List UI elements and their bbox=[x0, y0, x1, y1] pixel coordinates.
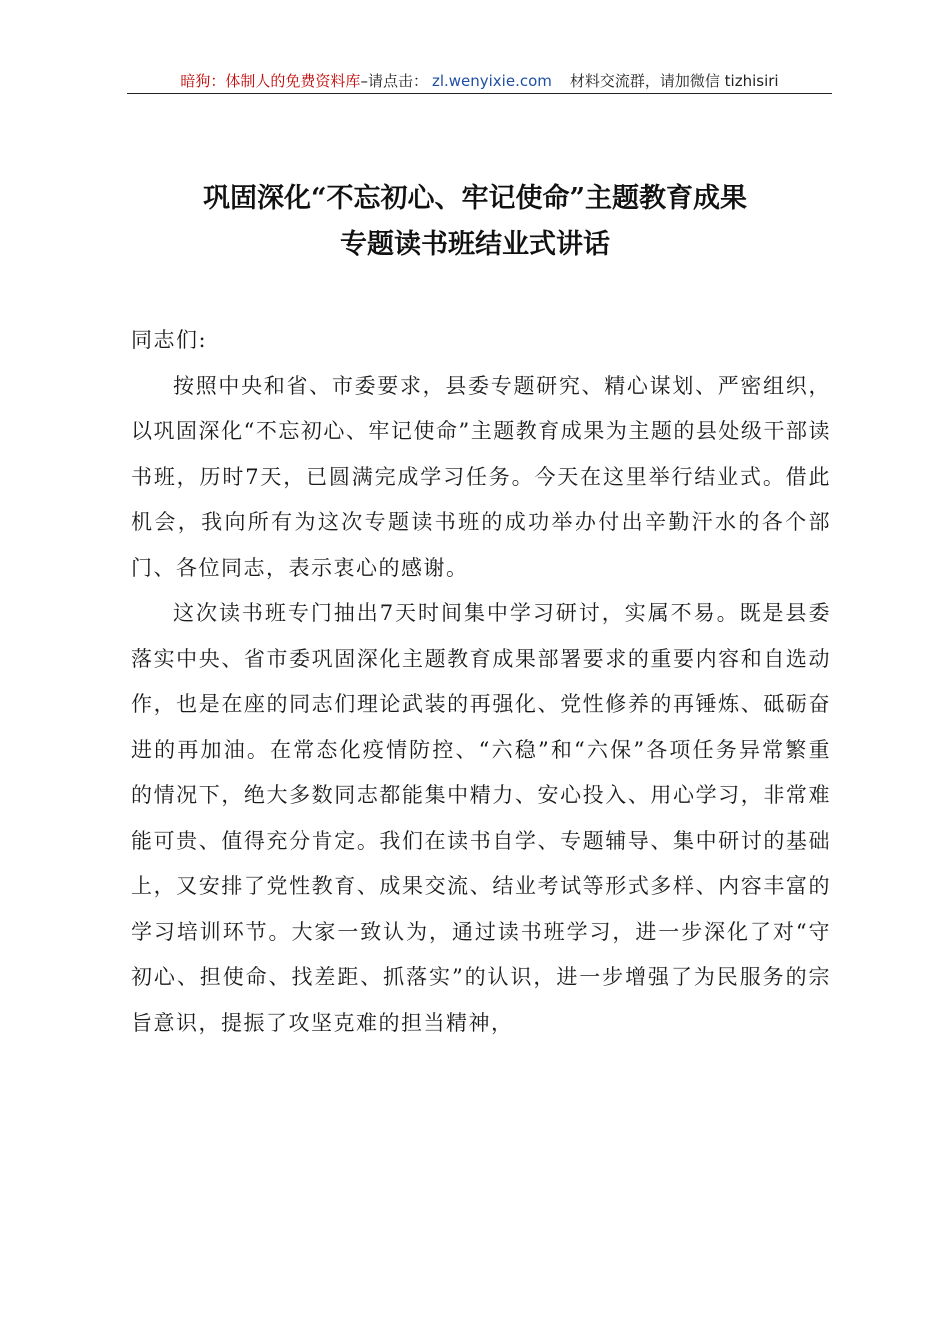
header-brand: 暗狗：体制人的免费资料库 bbox=[180, 72, 361, 90]
title-line-2: 专题读书班结业式讲话 bbox=[340, 229, 610, 260]
header-divider bbox=[127, 93, 832, 94]
paragraph: 按照中央和省、市委要求，县委专题研究、精心谋划、严密组织，以巩固深化“不忘初心、牢记使命”主题教育成果为主题的县处级干部读书班，历时7天，已圆满完成学习任务。今天在这里举行结业式。借此机会，我向所有为这次专题读书班的成功举办付出辛勤汗水的各个部门、各位同志，表示衷心的感谢。 bbox=[131, 373, 831, 580]
document-body bbox=[131, 318, 831, 1046]
page-header bbox=[127, 70, 832, 92]
header-contact: 材料交流群，请加微信 tizhisiri bbox=[569, 72, 779, 90]
document-title bbox=[100, 176, 850, 268]
header-link-prefix: –请点击： bbox=[360, 72, 428, 90]
title-line-1: 巩固深化“不忘初心、牢记使命”主题教育成果 bbox=[202, 183, 748, 214]
salutation: 同志们: bbox=[131, 328, 208, 352]
header-url-link[interactable]: zl.wenyixie.com bbox=[431, 72, 552, 90]
paragraph: 这次读书班专门抽出7天时间集中学习研讨，实属不易。既是县委落实中央、省市委巩固深化主题教育成果部署要求的重要内容和自选动作，也是在座的同志们理论武装的再强化、党性修养的再锤炼、砥砺奋进的再加油。在常态化疫情防控、“六稳”和“六保”各项任务异常繁重的情况下，绝大多数同志都能集中精力、安心投入、用心学习，非常难能可贵、值得充分肯定。我们在读书自学、专题辅导、集中研讨的基础上，又安排了党性教育、成果交流、结业考试等形式多样、内容丰富的学习培训环节。大家一致认为，通过读书班学习，进一步深化了对“守初心、担使命、找差距、抓落实”的认识，进一步增强了为民服务的宗旨意识，提振了攻坚克难的担当精神， bbox=[131, 601, 831, 1035]
